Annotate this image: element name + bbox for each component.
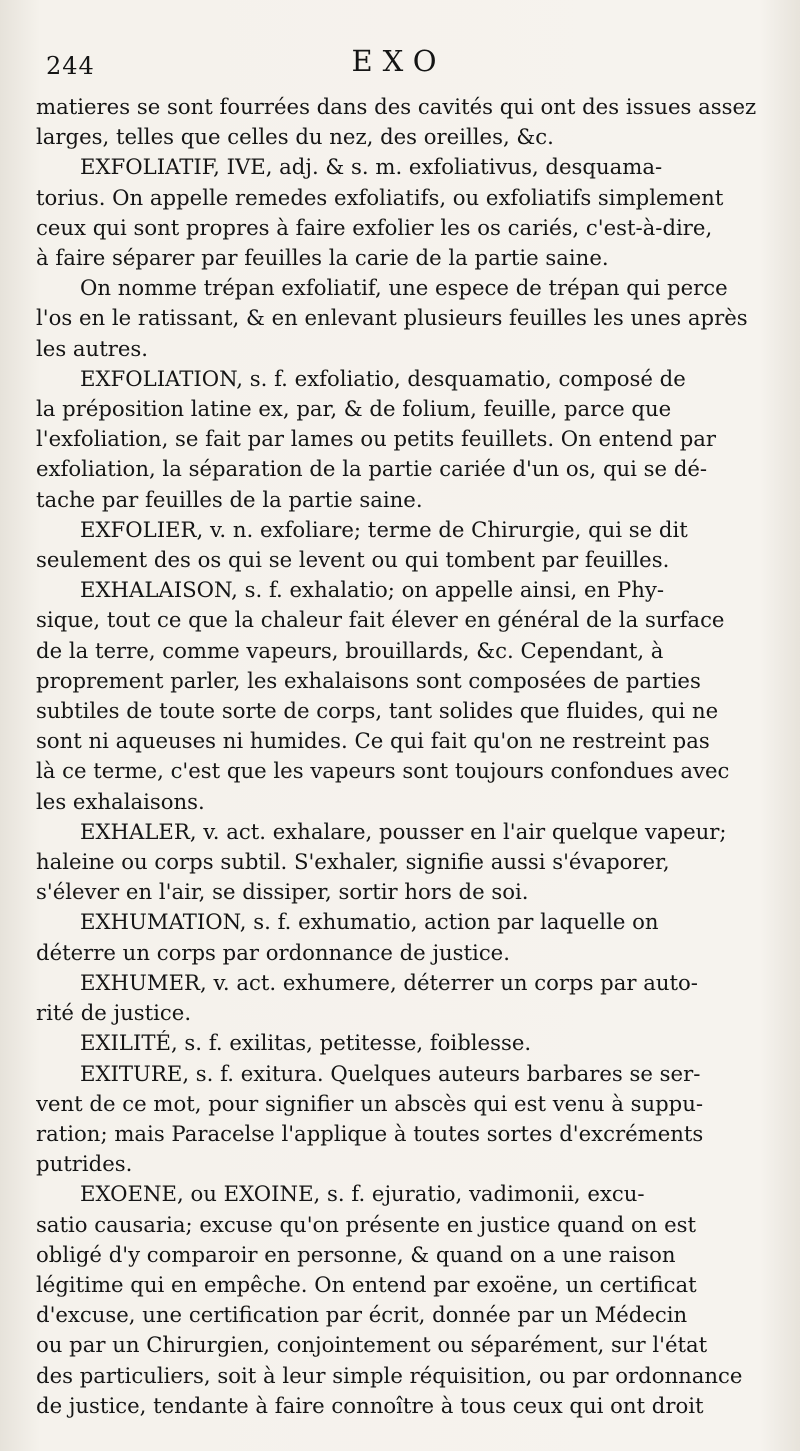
entry-exfolier-line: EXFOLIER, v. n. exfoliare; terme de Chirurgie, qui se dit: [80, 516, 688, 542]
text-line: putrides.: [36, 1151, 133, 1177]
entry-exiture-line: EXITURE, s. f. exitura. Quelques auteurs barbares se ser-: [80, 1060, 701, 1086]
entry-exhumer-line: EXHUMER, v. act. exhumere, déterrer un corps par auto-: [80, 969, 698, 995]
text-line: torius. On appelle remedes exfoliatifs, ou exfoliatifs simplement: [36, 184, 724, 210]
text-line: haleine ou corps subtil. S'exhaler, signifie aussi s'évaporer,: [36, 849, 670, 875]
text-line: rité de justice.: [36, 1000, 192, 1026]
text-line: exfoliation, la séparation de la partie cariée d'un os, qui se dé-: [36, 456, 708, 482]
entry-exoene-line: EXOENE, ou EXOINE, s. f. ejuratio, vadimonii, excu-: [80, 1181, 645, 1207]
text-line: vent de ce mot, pour signifier un abscès qui est venu à suppu-: [36, 1090, 704, 1116]
text-line: satio causaria; excuse qu'on présente en justice quand on est: [36, 1211, 697, 1237]
text-line: ceux qui sont propres à faire exfolier les os cariés, c'est-à-dire,: [36, 214, 713, 240]
text-line: l'os en le ratissant, & en enlevant plusieurs feuilles les unes après: [36, 305, 748, 331]
text-line: ration; mais Paracelse l'applique à toutes sortes d'excréments: [36, 1120, 704, 1146]
entry-exfoliatif-line: EXFOLIATIF, IVE, adj. & s. m. exfoliativus, desquama-: [80, 154, 663, 180]
text-line: là ce terme, c'est que les vapeurs sont toujours confondues avec: [36, 758, 730, 784]
text-line: les exhalaisons.: [36, 788, 205, 814]
text-line: seulement des os qui se levent ou qui tombent par feuilles.: [36, 547, 670, 573]
text-line: larges, telles que celles du nez, des oreilles, &c.: [36, 124, 554, 150]
text-line: de la terre, comme vapeurs, brouillards, &c. Cependant, à: [36, 637, 664, 663]
text-line: subtiles de toute sorte de corps, tant solides que fluides, qui ne: [36, 698, 719, 724]
text-line: la préposition latine ex, par, & de folium, feuille, parce que: [36, 396, 672, 422]
dictionary-text: [36, 92, 762, 1421]
text-line: sique, tout ce que la chaleur fait élever en général de la surface: [36, 607, 725, 633]
text-line: proprement parler, les exhalaisons sont composées de parties: [36, 667, 701, 693]
text-line: à faire séparer par feuilles la carie de la partie saine.: [36, 245, 609, 271]
text-line: sont ni aqueuses ni humides. Ce qui fait qu'on ne restreint pas: [36, 728, 710, 754]
entry-exhumation-line: EXHUMATION, s. f. exhumatio, action par laquelle on: [80, 909, 659, 935]
entry-exfoliation-line: EXFOLIATION, s. f. exfoliatio, desquamatio, composé de: [80, 365, 686, 391]
text-line: s'élever en l'air, se dissiper, sortir hors de soi.: [36, 879, 529, 905]
text-line: d'excuse, une certification par écrit, donnée par un Médecin: [36, 1302, 688, 1328]
text-line: tache par feuilles de la partie saine.: [36, 486, 423, 512]
text-line: de justice, tendante à faire connoître à tous ceux qui ont droit: [36, 1392, 704, 1418]
text-line: déterre un corps par ordonnance de justice.: [36, 939, 510, 965]
text-line: matieres se sont fourrées dans des cavités qui ont des issues assez: [36, 94, 757, 119]
page-header: [36, 40, 762, 92]
text-line: obligé d'y comparoir en personne, & quand on a une raison: [36, 1241, 676, 1267]
entry-exhalaison-line: EXHALAISON, s. f. exhalatio; on appelle ainsi, en Phy-: [80, 577, 664, 603]
running-head: EXO: [351, 44, 447, 78]
text-line: On nomme trépan exfoliatif, une espece de trépan qui perce: [80, 275, 728, 301]
text-line: l'exfoliation, se fait par lames ou petits feuillets. On entend par: [36, 426, 717, 452]
text-line: les autres.: [36, 335, 148, 361]
text-line: ou par un Chirurgien, conjointement ou séparément, sur l'état: [36, 1332, 708, 1358]
entry-exilite-line: EXILITÉ, s. f. exilitas, petitesse, foiblesse.: [80, 1030, 532, 1056]
entry-exhaler-line: EXHALER, v. act. exhalare, pousser en l'air quelque vapeur;: [80, 818, 727, 844]
text-line: légitime qui en empêche. On entend par exoëne, un certificat: [36, 1271, 697, 1297]
text-line: des particuliers, soit à leur simple réquisition, ou par ordonnance: [36, 1362, 743, 1388]
page-number: 244: [46, 52, 95, 80]
